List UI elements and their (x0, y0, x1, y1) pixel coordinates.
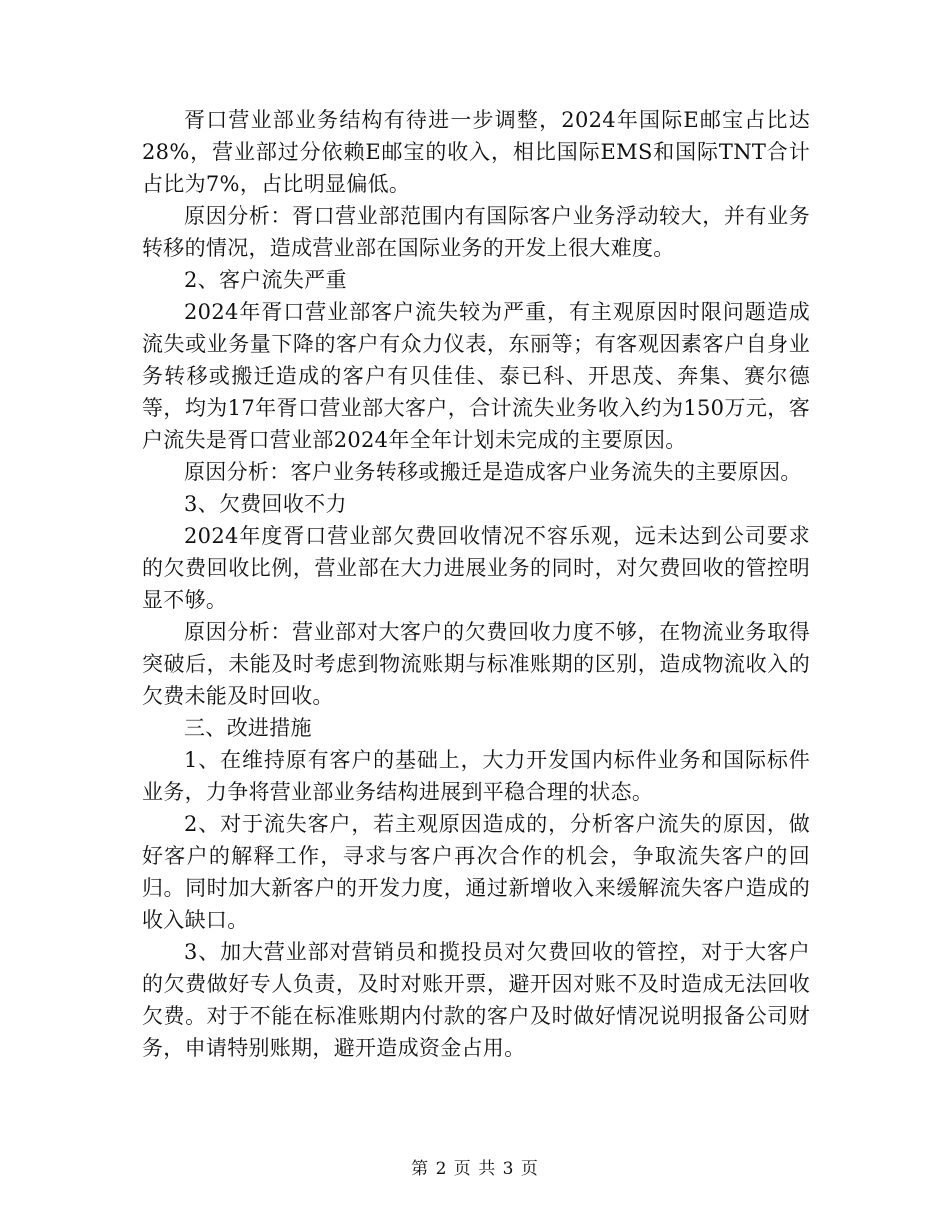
paragraph-measure-3: 3、加大营业部对营销员和揽投员对欠费回收的管控，对于大客户的欠费做好专人负责，及时对账开票，避开因对账不及时造成无法回收欠费。对于不能在标准账期内付款的客户及时做好情况说明报备公司财务，申请特别账期，避开造成资金占用。 (142, 940, 810, 1060)
paragraph-reason-analysis-3: 原因分析：营业部对大客户的欠费回收力度不够，在物流业务取得突破后，未能及时考虑到物流账期与标准账期的区别，造成物流收入的欠费未能及时回收。 (142, 620, 810, 708)
document-body (142, 104, 810, 1064)
heading-arrears-recovery: 3、欠费回收不力 (184, 492, 347, 516)
paragraph-measure-2: 2、对于流失客户，若主观原因造成的，分析客户流失的原因，做好客户的解释工作，寻求与客户再次合作的机会，争取流失客户的回归。同时加大新客户的开发力度，通过新增收入来缓解流失客户造成的收入缺口。 (142, 812, 810, 932)
heading-improvement-measures: 三、改进措施 (184, 716, 312, 740)
page-number-footer: 第 2 页 共 3 页 (411, 1159, 539, 1179)
paragraph-reason-analysis-2: 原因分析：客户业务转移或搬迁是造成客户业务流失的主要原因。 (184, 460, 802, 484)
paragraph-reason-analysis-1: 原因分析：胥口营业部范围内有国际客户业务浮动较大，并有业务转移的情况，造成营业部在国际业务的开发上很大难度。 (142, 204, 810, 260)
paragraph-arrears-recovery: 2024年度胥口营业部欠费回收情况不容乐观，远未达到公司要求的欠费回收比例，营业部在大力进展业务的同时，对欠费回收的管控明显不够。 (142, 524, 810, 612)
paragraph-e-post-ratio: 胥口营业部业务结构有待进一步调整，2024年国际E邮宝占比达28%，营业部过分依赖E邮宝的收入，相比国际EMS和国际TNT合计占比为7%，占比明显偏低。 (142, 108, 810, 196)
paragraph-measure-1: 1、在维持原有客户的基础上，大力开发国内标件业务和国际标件业务，力争将营业部业务结构进展到平稳合理的状态。 (142, 748, 810, 804)
paragraph-customer-loss: 2024年胥口营业部客户流失较为严重，有主观原因时限问题造成流失或业务量下降的客户有众力仪表，东丽等；有客观因素客户自身业务转移或搬迁造成的客户有贝佳佳、泰已科、开思茂、奔集、赛尔德等，均为17年胥口营业部大客户，合计流失业务收入约为150万元，客户流失是胥口营业部2024年全年计划未完成的主要原因。 (142, 300, 810, 452)
heading-customer-loss: 2、客户流失严重 (184, 268, 347, 292)
